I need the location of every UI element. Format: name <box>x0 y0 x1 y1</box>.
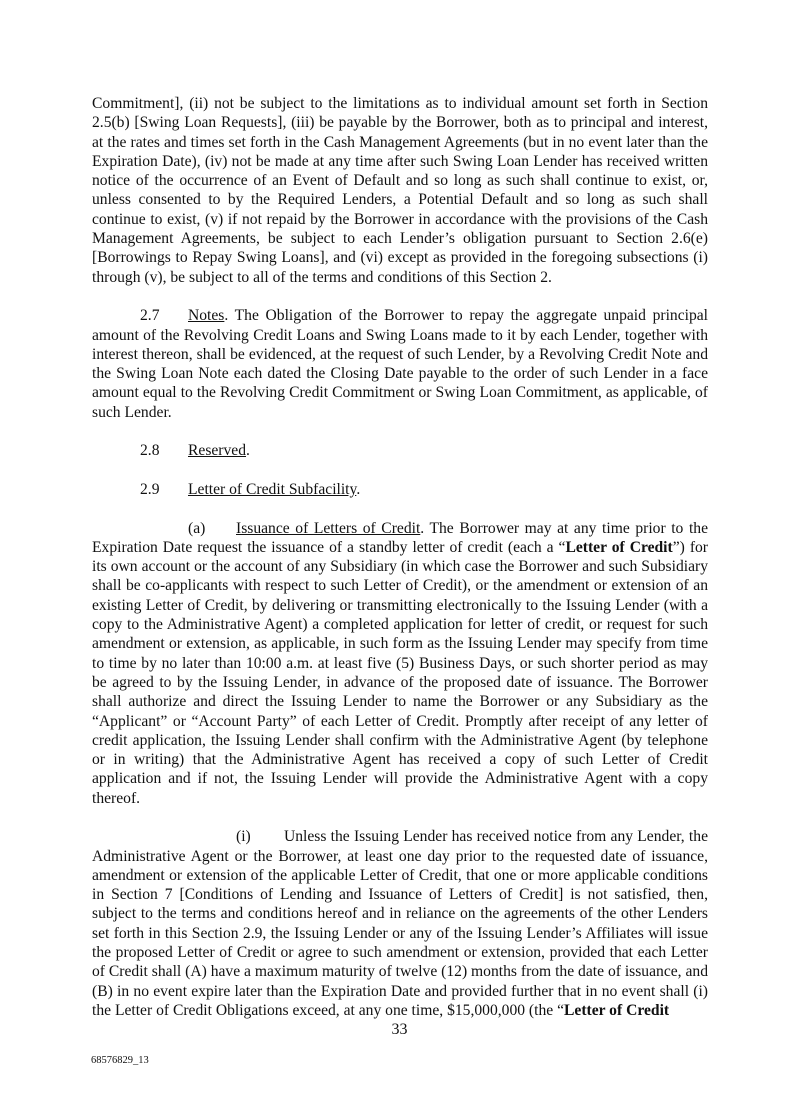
section-number: 2.8 <box>140 442 160 460</box>
section-number: 2.7 <box>140 307 160 325</box>
document-page <box>92 94 708 1020</box>
clause-number: (i) <box>236 828 251 846</box>
section-number: 2.9 <box>140 480 160 498</box>
section-2-9 <box>92 480 708 499</box>
subsection-body-cont: ”) for its own account or the account of any Subsidiary (in which case the Borrower and such Subsidiary shall be co-applicants with respect to such Letter of Credit), or the amendment or extension of an existing Letter of Credit, by delivering or transmitting electronically to the Issuing Lender (with a copy to the Administrative Agent) a completed application for letter of credit, or request for such amendment or extension, as applicable, in such form as the Issuing Lender may specify from time to time by no later than 10:00 a.m. at least five (5) Business Days, or such shorter period as may be agreed to by the Issuing Lender, in advance of the proposed date of issuance. The Borrower shall authorize and direct the Issuing Lender to name the Borrower or any Subsidiary as the “Applicant” or “Account Party” of each Letter of Credit. Promptly after receipt of any letter of credit application, the Issuing Lender shall confirm with the Administrative Agent (by telephone or in writing) that the Administrative Agent has received a copy of such Letter of Credit application and if not, the Issuing Lender will provide the Administrative Agent with a copy thereof. <box>92 538 708 807</box>
page-number: 33 <box>391 1021 408 1039</box>
paragraph-swing-loan-terms: Commitment], (ii) not be subject to the limitations as to individual amount set forth in Section 2.5(b) [Swing Loan Requests], (iii) be payable by the Borrower, both as to principal and interest, at the rates and times set forth in the Cash Management Agreements (but in no event later than the Expiration Date), (iv) not be made at any time after such Swing Loan Lender has received written notice of the occurrence of an Event of Default and so long as such shall continue to exist, or, unless consented to by the Required Lenders, a Potential Default and so long as such shall continue to exist, (v) if not repaid by the Borrower in accordance with the provisions of the Cash Management Agreements, be subject to each Lender’s obligation pursuant to Section 2.6(e) [Borrowings to Repay Swing Loans], and (vi) except as provided in the foregoing subsections (i) through (v), be subject to all of the terms and conditions of this Section 2. <box>92 95 708 286</box>
punctuation: . <box>246 442 250 460</box>
punctuation: . <box>356 480 361 498</box>
section-2-7 <box>92 306 708 422</box>
subsection-title: Issuance of Letters of Credit <box>236 519 421 537</box>
subsection-a <box>92 519 708 808</box>
page-footer <box>0 1020 799 1097</box>
section-body: . The Obligation of the Borrower to repay the aggregate unpaid principal amount of the Revolving Credit Loans and Swing Loans made to it by each Lender, together with interest thereon, shall be evidenced, at the request of such Lender, by a Revolving Credit Note and the Swing Loan Note each dated the Closing Date payable to the order of such Lender in a face amount equal to the Revolving Credit Commitment or Swing Loan Commitment, as applicable, of such Lender. <box>92 307 708 421</box>
defined-term: Letter of Credit <box>564 1001 670 1019</box>
section-2-8 <box>92 441 708 460</box>
section-title: Reserved <box>188 442 247 460</box>
clause-body: Unless the Issuing Lender has received notice from any Lender, the Administrative Agent or the Borrower, at least one day prior to the requested date of issuance, amendment or extension of the applicable Letter of Credit, that one or more applicable conditions in Section 7 [Conditions of Lending and Issuance of Letters of Credit] is not satisfied, then, subject to the terms and conditions hereof and in reliance on the agreements of the other Lenders set forth in this Section 2.9, the Issuing Lender or any of the Issuing Lender’s Affiliates will issue the proposed Letter of Credit or agree to such amendment or extension, provided that each Letter of Credit shall (A) have a maximum maturity of twelve (12) months from the date of issuance, and (B) in no event expire later than the Expiration Date and provided further that in no event shall (i) the Letter of Credit Obligations exceed, at any one time, $15,000,000 (the “ <box>92 828 708 1019</box>
document-id: 68576829_13 <box>91 1055 149 1067</box>
clause-i <box>92 827 708 1020</box>
section-title: Notes <box>188 307 225 325</box>
section-title: Letter of Credit Subfacility <box>188 480 357 498</box>
defined-term: Letter of Credit <box>565 538 673 556</box>
subsection-number: (a) <box>188 519 206 537</box>
subsection-body: . The Borrower may at any time prior to the Expiration Date request the issuance of a standby letter of credit (each a “ <box>92 519 708 556</box>
